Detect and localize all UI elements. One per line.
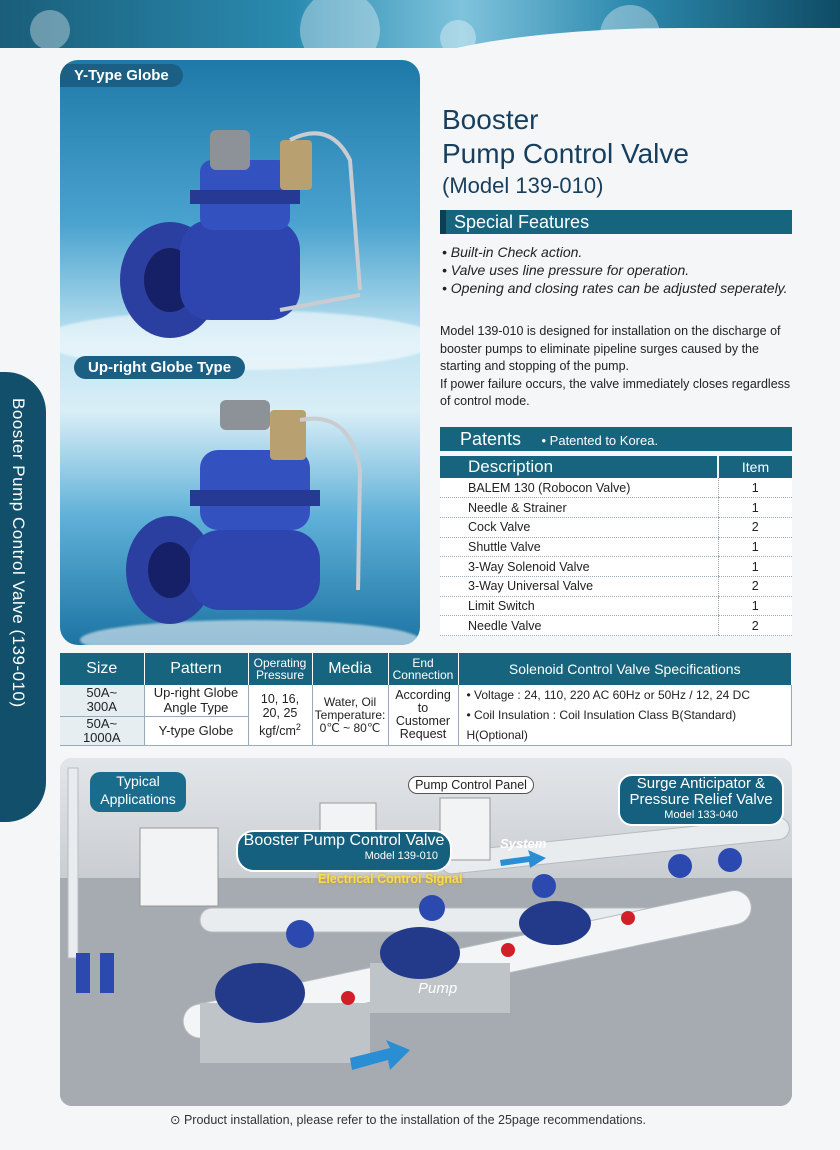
patents-bar — [440, 427, 792, 451]
part-item: 2 — [718, 616, 792, 636]
pattern-cell: Y-type Globe — [144, 716, 248, 746]
media-cell — [312, 685, 388, 746]
booster-line: Booster Pump Control Valve — [243, 832, 445, 849]
model-subtitle: (Model 139-010) — [442, 173, 604, 198]
surge-anticipator-callout — [618, 774, 784, 826]
booster-valve-callout — [236, 830, 452, 872]
part-description: Cock Valve — [440, 517, 718, 537]
spec-header-pressure — [248, 653, 312, 685]
parts-header-description: Description — [440, 456, 718, 478]
patents-heading: Patents — [460, 429, 522, 449]
size-line: 1000A — [82, 729, 121, 745]
spec-header-end — [388, 653, 458, 685]
surge-model: Model 133-040 — [664, 809, 738, 821]
part-item: 2 — [718, 576, 792, 596]
part-description: Needle Valve — [440, 616, 718, 636]
voltage-spec: • Voltage : 24, 110, 220 AC 60Hz or 50Hz / 12, 24 DC — [466, 688, 750, 702]
part-item: 1 — [718, 498, 792, 518]
end-header-line: End — [412, 656, 434, 670]
part-item: 1 — [718, 596, 792, 616]
feature-item: • Built-in Check action. — [442, 243, 792, 261]
y-type-valve-image — [110, 100, 370, 350]
pressure-unit — [249, 720, 312, 738]
typical-line: Typical — [116, 773, 160, 789]
spec-table — [60, 653, 792, 746]
end-line: Customer — [395, 714, 451, 728]
electrical-signal-label: Electrical Control Signal — [318, 872, 463, 886]
size-line: 50A~ — [86, 685, 118, 701]
pressure-unit-sup: 2 — [295, 721, 301, 732]
feature-item: • Valve uses line pressure for operation. — [442, 261, 792, 279]
booster-model: Model 139-010 — [364, 850, 438, 862]
description-para: Model 139-010 is designed for installation on the discharge of booster pumps to eliminate pipeline surges caused by the starting and stopping of the pump. — [440, 324, 781, 373]
spec-header-solenoid: Solenoid Control Valve Specifications — [458, 653, 792, 685]
table-row — [440, 557, 792, 577]
system-label: System — [500, 836, 547, 851]
insulation-spec: • Coil Insulation : Coil Insulation Class B(Standard) H(Optional) — [466, 708, 737, 742]
end-line: Request — [399, 727, 447, 741]
table-row — [440, 576, 792, 596]
spec-header-size: Size — [60, 653, 144, 685]
label-y-type: Y-Type Globe — [60, 64, 183, 87]
media-line: Water, Oil — [323, 694, 377, 709]
part-description: 3-Way Universal Valve — [440, 576, 718, 596]
part-item: 1 — [718, 537, 792, 557]
pump-label: Pump — [418, 980, 458, 997]
part-description: 3-Way Solenoid Valve — [440, 557, 718, 577]
part-description: Shuttle Valve — [440, 537, 718, 557]
size-cell — [60, 716, 144, 746]
surge-line: Pressure Relief Valve — [629, 791, 773, 808]
pressure-header-line: Operating — [253, 656, 307, 670]
part-description: BALEM 130 (Robocon Valve) — [440, 478, 718, 498]
page-title — [442, 103, 689, 171]
spec-header-pattern: Pattern — [144, 653, 248, 685]
title-line-1: Booster — [442, 104, 539, 135]
table-row — [440, 498, 792, 518]
end-line: to — [417, 701, 429, 715]
table-row — [440, 537, 792, 557]
label-upright: Up-right Globe Type — [74, 356, 245, 379]
pressure-line: 20, 25 — [262, 705, 298, 720]
part-item: 1 — [718, 478, 792, 498]
spec-header-media: Media — [312, 653, 388, 685]
typical-line: Applications — [100, 791, 176, 807]
part-description: Limit Switch — [440, 596, 718, 616]
part-item: 1 — [718, 557, 792, 577]
typical-applications-label — [90, 772, 186, 812]
part-description: Needle & Strainer — [440, 498, 718, 518]
footnote: ⊙ Product installation, please refer to the installation of the 25page recommendations. — [170, 1113, 647, 1127]
pump-control-panel-label: Pump Control Panel — [408, 776, 534, 794]
table-row — [440, 596, 792, 616]
table-row — [440, 478, 792, 498]
end-connection-cell — [388, 685, 458, 746]
pressure-unit-text: kgf/cm — [259, 724, 296, 739]
surge-line: Surge Anticipator & — [636, 775, 766, 792]
size-line: 50A~ — [86, 715, 118, 731]
special-features-heading: Special Features — [440, 210, 792, 234]
pattern-cell — [144, 685, 248, 716]
side-tab — [0, 372, 46, 822]
feature-item: • Opening and closing rates can be adjusted seperately. — [442, 279, 792, 297]
parts-header-item: Item — [718, 456, 792, 478]
description-text — [440, 323, 795, 411]
product-image-panel — [60, 60, 420, 645]
pattern-line: Angle Type — [163, 700, 229, 716]
pattern-line: Up-right Globe — [153, 685, 239, 701]
parts-table — [440, 456, 792, 636]
table-row — [440, 517, 792, 537]
size-cell — [60, 685, 144, 716]
upright-valve-image — [120, 390, 380, 640]
end-header-line: Connection — [392, 668, 454, 682]
side-tab-label: Booster Pump Control Valve (139-010) — [9, 398, 28, 708]
part-item: 2 — [718, 517, 792, 537]
application-illustration — [60, 758, 792, 1106]
end-line: According — [395, 688, 451, 702]
table-row — [440, 616, 792, 636]
title-line-2: Pump Control Valve — [442, 138, 689, 169]
pressure-cell — [248, 685, 312, 746]
pressure-header-line: Pressure — [255, 668, 305, 682]
size-line: 300A — [86, 699, 117, 715]
pressure-line: 10, 16, — [260, 691, 300, 706]
patents-note: • Patented to Korea. — [541, 433, 659, 448]
features-list — [442, 243, 792, 297]
description-para: If power failure occurs, the valve immediately closes regardless of control mode. — [440, 376, 791, 408]
media-line: Temperature: — [314, 707, 386, 722]
media-line: 0℃ ~ 80℃ — [319, 720, 381, 735]
solenoid-spec-cell — [458, 685, 792, 746]
